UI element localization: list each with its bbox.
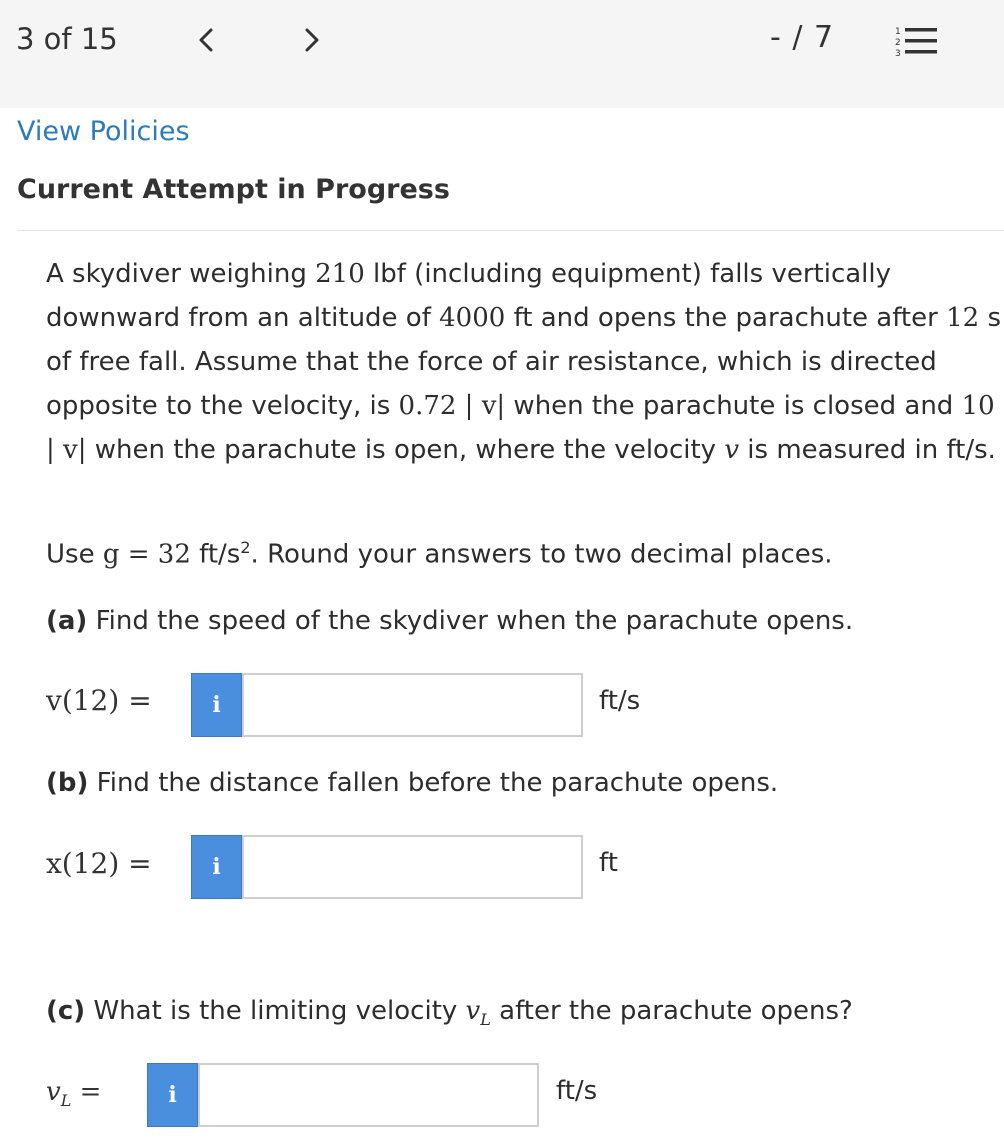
question-c-prompt: (c) What is the limiting velocity $v_L$ after the parachute opens?: [46, 996, 853, 1030]
unit-c: ft/s: [556, 1076, 598, 1106]
chevron-left-icon[interactable]: [192, 24, 220, 56]
unit-b: ft: [599, 848, 618, 878]
question-a-lhs: v(12) =: [46, 684, 152, 717]
question-b-prompt: (b) Find the distance fallen before the parachute opens.: [46, 768, 779, 798]
question-c-lhs: $v_L$ =: [46, 1077, 102, 1111]
unit-a: ft/s: [599, 686, 641, 716]
chevron-right-icon[interactable]: [298, 24, 326, 56]
gravity-instruction: Use g = 32 $ft/s^2$. Round your answers to two decimal places.: [46, 538, 833, 570]
question-a-prompt: (a) Find the speed of the skydiver when the parachute opens.: [46, 606, 854, 636]
info-button-c[interactable]: i: [147, 1063, 198, 1127]
answer-input-b[interactable]: [242, 835, 583, 899]
svg-text:3: 3: [895, 49, 901, 58]
answer-input-c[interactable]: [198, 1063, 539, 1127]
question-counter: 3 of 15: [16, 22, 118, 56]
problem-statement: A skydiver weighing 210 lbf (including equipment) falls vertically downward from an altitude of 4000 ft and opens the parachute after 12 s of free fall. Assume that the force of air resistance, which is directed opposite to the velocity, is 0.72 | v| when the parachute is closed and 10 | v| when the parachute is open, where the velocity v is measured in ft/s.: [46, 259, 1001, 465]
view-policies-link[interactable]: View Policies: [17, 116, 190, 147]
info-button-b[interactable]: i: [191, 835, 242, 899]
answer-input-a[interactable]: [242, 673, 583, 737]
numbered-list-icon[interactable]: [893, 24, 939, 58]
top-bar: [0, 0, 1004, 108]
svg-text:2: 2: [895, 38, 901, 48]
info-button-a[interactable]: i: [191, 673, 242, 737]
attempt-heading: Current Attempt in Progress: [17, 174, 450, 205]
svg-text:1: 1: [895, 27, 901, 37]
question-b-lhs: x(12) =: [46, 847, 152, 880]
score-display: - / 7: [770, 20, 835, 55]
divider: [17, 230, 1004, 231]
